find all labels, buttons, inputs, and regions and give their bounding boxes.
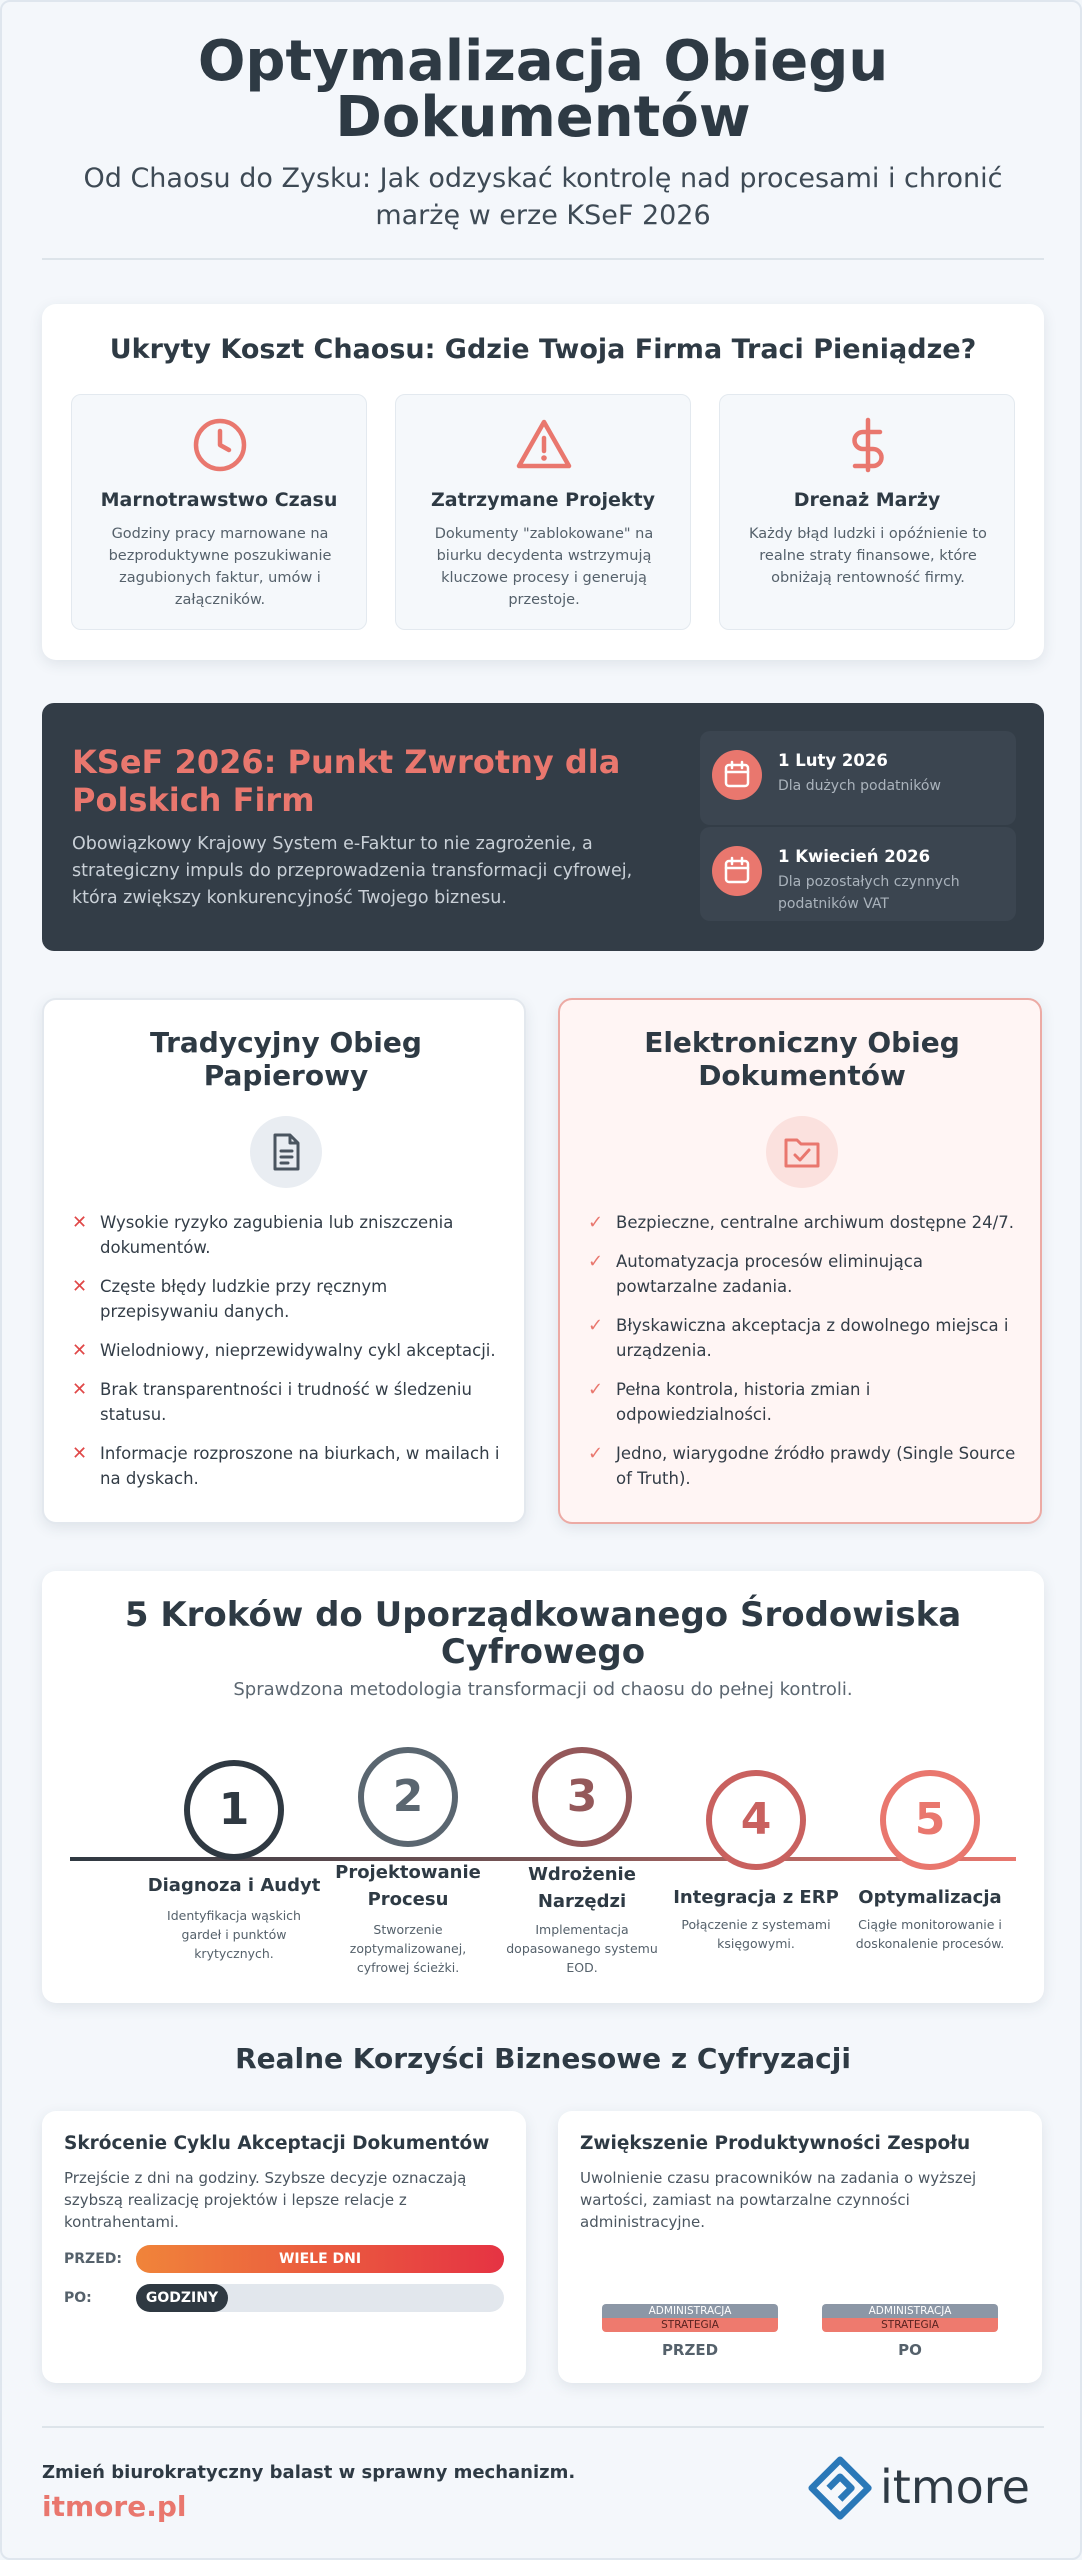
ksef-text: Obowiązkowy Krajowy System e-Faktur to nie zagrożenie, a strategiczny impuls do przeprowadzenia transformacji cyfrowej, która zwiększy konkurencyjność Twojego biznesu. [72, 834, 633, 908]
check-icon: ✓ [588, 1251, 604, 1272]
step-text: Połączenie z systemami księgowymi. [681, 1917, 831, 1951]
cost-item-text: Każdy błąd ludzki i opóźnienie to realne straty finansowe, które obniżają rentowność firmy. [749, 526, 987, 586]
productivity-title: Zwiększenie Produktywności Zespołu [580, 2133, 971, 2154]
cost-item-title: Zatrzymane Projekty [431, 489, 655, 511]
footer-link[interactable]: itmore.pl [42, 2490, 187, 2523]
step-title: Wdrożenie Narzędzi [528, 1864, 636, 1912]
after-bar [136, 2284, 504, 2312]
ksef-date-desc: Dla dużych podatników [778, 778, 941, 794]
ksef-date-large [700, 731, 1016, 825]
footer-tagline: Zmień biurokratyczny balast w sprawny mechanizm. [42, 2462, 576, 2483]
step-title: Projektowanie Procesu [335, 1862, 481, 1910]
traditional-title: Tradycyjny Obieg Papierowy [150, 1026, 422, 1092]
cycle-text: Przejście z dni na godziny. Szybsze decyzje oznaczają szybszą realizację projektów i lepsze relacje z kontrahentami. [64, 2169, 467, 2231]
page-subtitle: Od Chaosu do Zysku: Jak odzyskać kontrolę nad procesami i chronić marżę w erze KSeF 2026 [83, 163, 1003, 231]
list-item: ✕ Częste błędy ludzkie przy ręcznym przepisywaniu danych. [72, 1276, 388, 1321]
check-icon: ✓ [588, 1443, 604, 1464]
after-stack-label: PO [898, 2341, 922, 2359]
step-text: Identyfikacja wąskich gardeł i punktów krytycznych. [167, 1908, 301, 1961]
calendar-icon [712, 846, 762, 896]
cost-item-text: Godziny pracy marnowane na bezproduktywne poszukiwanie zagubionych faktur, umów i załączników. [108, 526, 332, 608]
before-stack-label: PRZED [661, 2341, 719, 2359]
step-text: Stworzenie zoptymalizowanej, cyfrowej ścieżki. [349, 1922, 467, 1975]
after-label: PO: [64, 2290, 92, 2306]
ksef-date: 1 Kwiecień 2026 [778, 847, 931, 866]
list-item: ✕ Wysokie ryzyko zagubienia lub zniszczenia dokumentów. [72, 1212, 454, 1257]
list-item: ✓ Bezpieczne, centralne archiwum dostępne 24/7. [588, 1212, 1014, 1233]
warning-icon [516, 417, 572, 473]
before-bar [136, 2245, 504, 2273]
header-divider [42, 258, 1044, 260]
hidden-cost-title: Ukryty Koszt Chaosu: Gdzie Twoja Firma Traci Pieniądze? [109, 334, 977, 365]
traditional-card [42, 998, 526, 1524]
x-icon: ✕ [72, 1340, 88, 1361]
list-item: ✓ Automatyzacja procesów eliminująca powtarzalne zadania. [588, 1251, 923, 1296]
steps-card [42, 1571, 1044, 2003]
x-icon: ✕ [72, 1276, 88, 1297]
productivity-text: Uwolnienie czasu pracowników na zadania o wyższej wartości, zamiast na powtarzalne czynności administracyjne. [580, 2169, 977, 2231]
cost-item-time [71, 394, 367, 630]
stack-segment-strategy: STRATEGIA [602, 2318, 778, 2332]
step-text: Implementacja dopasowanego systemu EOD. [506, 1922, 658, 1975]
list-item: ✕ Informacje rozproszone na biurkach, w mailach i na dyskach. [72, 1443, 500, 1488]
dollar-icon [840, 417, 896, 473]
itmore-logo[interactable] [808, 2454, 1048, 2524]
list-item: ✓ Błyskawiczna akceptacja z dowolnego miejsca i urządzenia. [588, 1315, 1009, 1360]
calendar-icon [712, 750, 762, 800]
before-bar-fill: WIELE DNI [136, 2245, 504, 2273]
after-bar-fill: GODZINY [136, 2284, 228, 2312]
list-item: ✕ Wielodniowy, nieprzewidywalny cykl akceptacji. [72, 1340, 496, 1361]
step-number: 3 [532, 1747, 632, 1847]
list-item: ✕ Brak transparentności i trudność w śledzeniu statusu. [72, 1379, 472, 1424]
cost-item-title: Marnotrawstwo Czasu [100, 489, 338, 511]
page-title: Optymalizacja Obiegu Dokumentów [197, 29, 889, 150]
steps-subtitle: Sprawdzona metodologia transformacji od chaosu do pełnej kontroli. [233, 1679, 853, 1700]
ksef-date-other [700, 827, 1016, 921]
x-icon: ✕ [72, 1212, 88, 1233]
step-title: Optymalizacja [858, 1887, 1002, 1908]
step-number: 4 [706, 1770, 806, 1870]
ksef-date: 1 Luty 2026 [778, 751, 888, 770]
document-icon [250, 1116, 322, 1188]
x-icon: ✕ [72, 1379, 88, 1400]
step-number: 2 [358, 1747, 458, 1847]
list-item: ✓ Pełna kontrola, historia zmian i odpowiedzialności. [588, 1379, 871, 1424]
folder-check-icon [766, 1116, 838, 1188]
hidden-cost-card [42, 304, 1044, 660]
steps-title: 5 Kroków do Uporządkowanego Środowiska Cyfrowego [124, 1595, 962, 1672]
step-title: Integracja z ERP [673, 1887, 839, 1908]
check-icon: ✓ [588, 1315, 604, 1336]
footer-divider [42, 2426, 1044, 2428]
step-title: Diagnoza i Audyt [147, 1875, 321, 1896]
cycle-title: Skrócenie Cyklu Akceptacji Dokumentów [64, 2133, 490, 2154]
ksef-date-desc: Dla pozostałych czynnych podatników VAT [778, 874, 960, 912]
check-icon: ✓ [588, 1379, 604, 1400]
stack-segment-admin: ADMINISTRACJA [822, 2304, 998, 2318]
before-label: PRZED: [64, 2251, 122, 2267]
cycle-card [42, 2111, 526, 2383]
stack-segment-admin: ADMINISTRACJA [602, 2304, 778, 2318]
cost-item-margin [719, 394, 1015, 630]
clock-icon [192, 417, 248, 473]
after-stack [822, 2304, 998, 2332]
before-stack [602, 2304, 778, 2332]
ksef-title: KSeF 2026: Punkt Zwrotny dla Polskich Firm [72, 743, 621, 819]
cost-item-text: Dokumenty "zablokowane" na biurku decydenta wstrzymują kluczowe procesy i generują przestoje. [434, 526, 654, 608]
electronic-list [588, 1210, 1018, 1505]
x-icon: ✕ [72, 1443, 88, 1464]
step-number: 1 [184, 1760, 284, 1860]
electronic-title: Elektroniczny Obieg Dokumentów [644, 1026, 960, 1092]
logo-mark-icon [808, 2456, 874, 2522]
traditional-list [72, 1210, 502, 1505]
cost-item-title: Drenaż Marży [793, 489, 941, 511]
list-item: ✓ Jedno, wiarygodne źródło prawdy (Single Source of Truth). [588, 1443, 1016, 1488]
cost-item-projects [395, 394, 691, 630]
logo-text: itmore [880, 2460, 1030, 2514]
benefits-title: Realne Korzyści Biznesowe z Cyfryzacji [235, 2042, 851, 2075]
electronic-card [558, 998, 1042, 1524]
productivity-card [558, 2111, 1042, 2383]
stack-segment-strategy: STRATEGIA [822, 2318, 998, 2332]
ksef-banner [42, 703, 1044, 951]
step-text: Ciągłe monitorowanie i doskonalenie procesów. [855, 1917, 1005, 1951]
step-number: 5 [880, 1770, 980, 1870]
check-icon: ✓ [588, 1212, 604, 1233]
